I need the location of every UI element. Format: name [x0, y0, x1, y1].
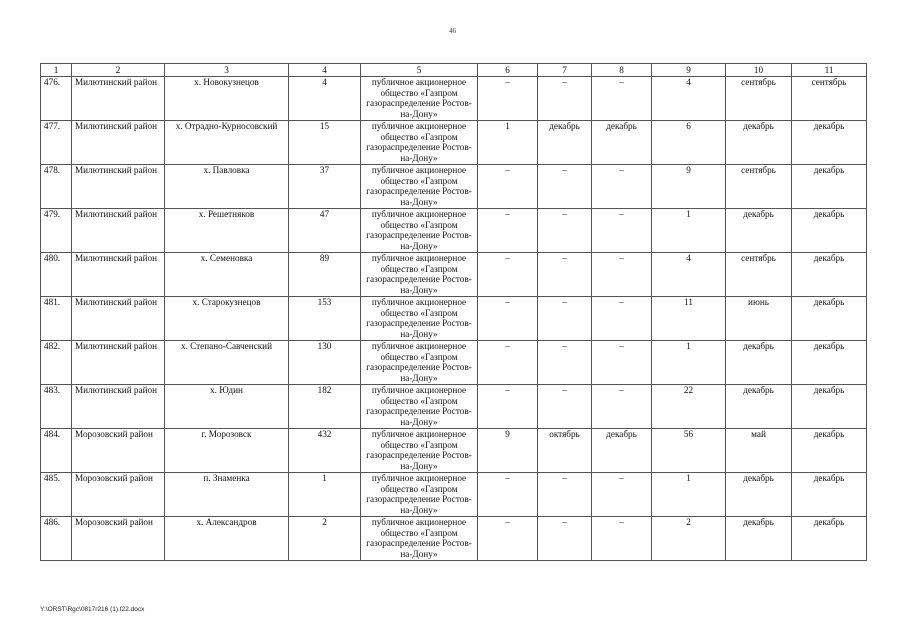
month-cell: – [592, 297, 652, 341]
value-cell: – [478, 517, 538, 561]
month-cell: – [592, 77, 652, 121]
settlement-cell: х. Степано-Савченский [165, 341, 289, 385]
page-number: 46 [449, 27, 456, 35]
value-cell: 432 [289, 429, 361, 473]
table-row [41, 209, 867, 253]
district-cell: Морозовский район [72, 473, 165, 517]
district-cell: Милютинский район [72, 253, 165, 297]
month-cell: декабрь [792, 297, 867, 341]
value-cell: – [478, 253, 538, 297]
value-cell: 2 [289, 517, 361, 561]
month-cell: – [538, 77, 592, 121]
month-cell: – [538, 517, 592, 561]
month-cell: декабрь [792, 165, 867, 209]
value-cell: 130 [289, 341, 361, 385]
month-cell: май [726, 429, 792, 473]
month-cell: – [538, 165, 592, 209]
organization-cell: публичное акционерное общество «Газпром газораспределение Ростов-на-Дону» [361, 517, 478, 561]
month-cell: – [592, 253, 652, 297]
column-header: 1 [41, 64, 72, 77]
table-row [41, 517, 867, 561]
month-cell: – [538, 473, 592, 517]
value-cell: 182 [289, 385, 361, 429]
month-cell: октябрь [538, 429, 592, 473]
month-cell: – [538, 297, 592, 341]
file-path-footer: Y:\ORST\Rgc\0817r216 (1).f22.docx [40, 606, 145, 613]
district-cell: Милютинский район [72, 297, 165, 341]
month-cell: декабрь [726, 209, 792, 253]
organization-cell: публичное акционерное общество «Газпром газораспределение Ростов-на-Дону» [361, 121, 478, 165]
month-cell: – [592, 165, 652, 209]
month-cell: декабрь [792, 517, 867, 561]
settlement-cell: х. Павловка [165, 165, 289, 209]
value-cell: 1 [652, 473, 726, 517]
value-cell: 2 [652, 517, 726, 561]
value-cell: 1 [478, 121, 538, 165]
value-cell: 4 [289, 77, 361, 121]
month-cell: – [592, 341, 652, 385]
table-row [41, 429, 867, 473]
settlement-cell: г. Морозовск [165, 429, 289, 473]
row-number: 483. [41, 385, 72, 429]
district-cell: Милютинский район [72, 77, 165, 121]
district-cell: Милютинский район [72, 385, 165, 429]
organization-cell: публичное акционерное общество «Газпром газораспределение Ростов-на-Дону» [361, 429, 478, 473]
month-cell: – [538, 209, 592, 253]
value-cell: – [478, 297, 538, 341]
month-cell: декабрь [726, 517, 792, 561]
column-header: 3 [165, 64, 289, 77]
value-cell: 1 [289, 473, 361, 517]
month-cell: декабрь [538, 121, 592, 165]
month-cell: декабрь [726, 385, 792, 429]
month-cell: – [592, 385, 652, 429]
value-cell: 9 [652, 165, 726, 209]
month-cell: июнь [726, 297, 792, 341]
column-header: 8 [592, 64, 652, 77]
row-number: 476. [41, 77, 72, 121]
organization-cell: публичное акционерное общество «Газпром газораспределение Ростов-на-Дону» [361, 297, 478, 341]
month-cell: декабрь [726, 121, 792, 165]
value-cell: 22 [652, 385, 726, 429]
table-row [41, 341, 867, 385]
column-header: 5 [361, 64, 478, 77]
settlement-cell: х. Отрадно-Курносовский [165, 121, 289, 165]
month-cell: декабрь [592, 429, 652, 473]
value-cell: 47 [289, 209, 361, 253]
settlement-cell: х. Юдин [165, 385, 289, 429]
value-cell: 6 [652, 121, 726, 165]
district-cell: Милютинский район [72, 121, 165, 165]
settlement-cell: п. Знаменка [165, 473, 289, 517]
month-cell: декабрь [792, 429, 867, 473]
value-cell: – [478, 209, 538, 253]
column-header: 9 [652, 64, 726, 77]
table-row [41, 121, 867, 165]
value-cell: – [478, 341, 538, 385]
column-header: 10 [726, 64, 792, 77]
table-row [41, 165, 867, 209]
row-number: 486. [41, 517, 72, 561]
month-cell: декабрь [726, 473, 792, 517]
column-header: 11 [792, 64, 867, 77]
month-cell: декабрь [792, 209, 867, 253]
header-row [41, 64, 867, 77]
value-cell: 89 [289, 253, 361, 297]
value-cell: 15 [289, 121, 361, 165]
column-header: 2 [72, 64, 165, 77]
value-cell: 9 [478, 429, 538, 473]
month-cell: сентябрь [726, 165, 792, 209]
row-number: 485. [41, 473, 72, 517]
value-cell: 4 [652, 253, 726, 297]
row-number: 482. [41, 341, 72, 385]
organization-cell: публичное акционерное общество «Газпром газораспределение Ростов-на-Дону» [361, 77, 478, 121]
organization-cell: публичное акционерное общество «Газпром газораспределение Ростов-на-Дону» [361, 473, 478, 517]
value-cell: – [478, 165, 538, 209]
row-number: 481. [41, 297, 72, 341]
settlement-cell: х. Александров [165, 517, 289, 561]
month-cell: – [592, 517, 652, 561]
district-cell: Морозовский район [72, 429, 165, 473]
organization-cell: публичное акционерное общество «Газпром газораспределение Ростов-на-Дону» [361, 209, 478, 253]
value-cell: 1 [652, 341, 726, 385]
district-cell: Милютинский район [72, 165, 165, 209]
row-number: 480. [41, 253, 72, 297]
month-cell: декабрь [792, 253, 867, 297]
row-number: 478. [41, 165, 72, 209]
month-cell: сентябрь [792, 77, 867, 121]
column-header: 4 [289, 64, 361, 77]
table-row [41, 473, 867, 517]
value-cell: 37 [289, 165, 361, 209]
value-cell: – [478, 77, 538, 121]
month-cell: декабрь [726, 341, 792, 385]
value-cell: 56 [652, 429, 726, 473]
month-cell: – [538, 253, 592, 297]
organization-cell: публичное акционерное общество «Газпром газораспределение Ростов-на-Дону» [361, 385, 478, 429]
value-cell: 11 [652, 297, 726, 341]
column-header: 6 [478, 64, 538, 77]
organization-cell: публичное акционерное общество «Газпром газораспределение Ростов-на-Дону» [361, 253, 478, 297]
value-cell: – [478, 385, 538, 429]
district-cell: Милютинский район [72, 341, 165, 385]
value-cell: – [478, 473, 538, 517]
table-row [41, 385, 867, 429]
month-cell: декабрь [592, 121, 652, 165]
row-number: 477. [41, 121, 72, 165]
settlement-cell: х. Решетняков [165, 209, 289, 253]
district-cell: Морозовский район [72, 517, 165, 561]
month-cell: – [592, 473, 652, 517]
organization-cell: публичное акционерное общество «Газпром газораспределение Ростов-на-Дону» [361, 165, 478, 209]
district-cell: Милютинский район [72, 209, 165, 253]
settlement-cell: х. Новокузнецов [165, 77, 289, 121]
table-row [41, 253, 867, 297]
organization-cell: публичное акционерное общество «Газпром газораспределение Ростов-на-Дону» [361, 341, 478, 385]
table-row [41, 297, 867, 341]
month-cell: декабрь [792, 385, 867, 429]
settlement-cell: х. Семеновка [165, 253, 289, 297]
month-cell: – [592, 209, 652, 253]
month-cell: декабрь [792, 473, 867, 517]
month-cell: декабрь [792, 341, 867, 385]
value-cell: 4 [652, 77, 726, 121]
month-cell: декабрь [792, 121, 867, 165]
row-number: 484. [41, 429, 72, 473]
month-cell: – [538, 385, 592, 429]
value-cell: 1 [652, 209, 726, 253]
month-cell: сентябрь [726, 253, 792, 297]
settlement-cell: х. Старокузнецов [165, 297, 289, 341]
table-row [41, 77, 867, 121]
row-number: 479. [41, 209, 72, 253]
month-cell: – [538, 341, 592, 385]
month-cell: сентябрь [726, 77, 792, 121]
value-cell: 153 [289, 297, 361, 341]
data-table [40, 63, 867, 561]
column-header: 7 [538, 64, 592, 77]
